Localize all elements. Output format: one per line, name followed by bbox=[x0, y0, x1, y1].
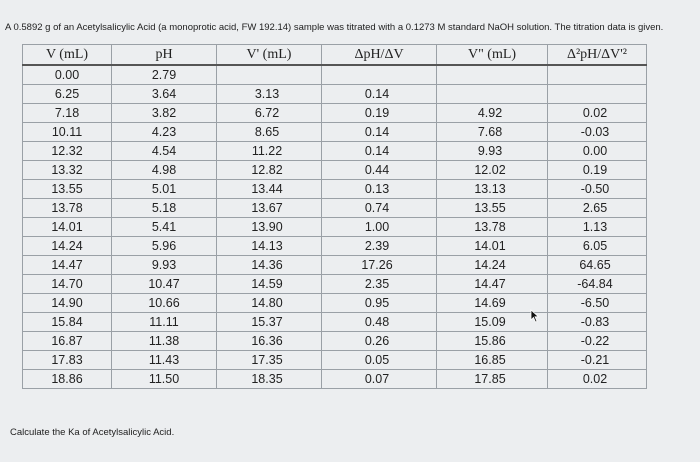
cell-volume-double-prime: 9.93 bbox=[437, 142, 548, 161]
cell-first-derivative: 0.07 bbox=[322, 370, 437, 389]
cell-first-derivative bbox=[322, 65, 437, 85]
table-row bbox=[23, 294, 647, 313]
cell-first-derivative: 0.05 bbox=[322, 351, 437, 370]
cell-second-derivative: -0.83 bbox=[548, 313, 647, 332]
table-row bbox=[23, 142, 647, 161]
cell-ph: 4.23 bbox=[112, 123, 217, 142]
cell-volume: 16.87 bbox=[23, 332, 112, 351]
cell-first-derivative: 0.74 bbox=[322, 199, 437, 218]
cell-second-derivative: -64.84 bbox=[548, 275, 647, 294]
cell-volume: 6.25 bbox=[23, 85, 112, 104]
cell-volume-prime bbox=[217, 65, 322, 85]
cell-volume-prime: 18.35 bbox=[217, 370, 322, 389]
cell-first-derivative: 0.13 bbox=[322, 180, 437, 199]
table-row bbox=[23, 237, 647, 256]
cell-volume-prime: 13.90 bbox=[217, 218, 322, 237]
cell-second-derivative: 6.05 bbox=[548, 237, 647, 256]
cell-ph: 4.98 bbox=[112, 161, 217, 180]
table-row bbox=[23, 313, 647, 332]
cell-volume-prime: 16.36 bbox=[217, 332, 322, 351]
cell-volume-double-prime: 16.85 bbox=[437, 351, 548, 370]
question-text: Calculate the Ka of Acetylsalicylic Acid. bbox=[10, 427, 175, 438]
problem-intro: A 0.5892 g of an Acetylsalicylic Acid (a monoprotic acid, FW 192.14) sample was titrated with a 0.1273 M standard NaOH solution. The titration data is given. bbox=[5, 22, 664, 33]
cell-volume: 18.86 bbox=[23, 370, 112, 389]
cell-volume-double-prime: 4.92 bbox=[437, 104, 548, 123]
cell-volume: 14.47 bbox=[23, 256, 112, 275]
cell-volume: 14.01 bbox=[23, 218, 112, 237]
cell-ph: 2.79 bbox=[112, 65, 217, 85]
cell-first-derivative: 2.39 bbox=[322, 237, 437, 256]
cell-ph: 5.41 bbox=[112, 218, 217, 237]
header-first-derivative: ΔpH/ΔV bbox=[322, 45, 437, 66]
table-row bbox=[23, 332, 647, 351]
table-row bbox=[23, 351, 647, 370]
cell-volume-prime: 13.67 bbox=[217, 199, 322, 218]
header-volume-double-prime: V" (mL) bbox=[437, 45, 548, 66]
cell-ph: 10.66 bbox=[112, 294, 217, 313]
cell-volume-prime: 14.13 bbox=[217, 237, 322, 256]
cell-ph: 5.01 bbox=[112, 180, 217, 199]
cell-volume: 15.84 bbox=[23, 313, 112, 332]
cell-second-derivative: 1.13 bbox=[548, 218, 647, 237]
cell-volume: 14.24 bbox=[23, 237, 112, 256]
cell-first-derivative: 0.14 bbox=[322, 85, 437, 104]
cell-ph: 10.47 bbox=[112, 275, 217, 294]
titration-data-table bbox=[22, 44, 647, 389]
cell-volume-prime: 6.72 bbox=[217, 104, 322, 123]
cell-volume: 14.90 bbox=[23, 294, 112, 313]
cell-ph: 3.82 bbox=[112, 104, 217, 123]
cell-volume: 0.00 bbox=[23, 65, 112, 85]
cell-first-derivative: 0.95 bbox=[322, 294, 437, 313]
table-body bbox=[23, 65, 647, 389]
cell-ph: 3.64 bbox=[112, 85, 217, 104]
cell-second-derivative bbox=[548, 85, 647, 104]
cell-first-derivative: 1.00 bbox=[322, 218, 437, 237]
cell-volume-prime: 17.35 bbox=[217, 351, 322, 370]
cell-second-derivative: -0.50 bbox=[548, 180, 647, 199]
cell-volume-double-prime: 7.68 bbox=[437, 123, 548, 142]
table-row bbox=[23, 256, 647, 275]
cell-volume-prime: 15.37 bbox=[217, 313, 322, 332]
cell-volume-double-prime: 14.69 bbox=[437, 294, 548, 313]
table-row bbox=[23, 199, 647, 218]
header-volume: V (mL) bbox=[23, 45, 112, 66]
cell-volume-double-prime: 13.13 bbox=[437, 180, 548, 199]
cell-first-derivative: 2.35 bbox=[322, 275, 437, 294]
cell-volume-prime: 12.82 bbox=[217, 161, 322, 180]
header-volume-prime: V' (mL) bbox=[217, 45, 322, 66]
cell-volume-double-prime: 15.86 bbox=[437, 332, 548, 351]
cell-volume-double-prime: 12.02 bbox=[437, 161, 548, 180]
cell-second-derivative: -6.50 bbox=[548, 294, 647, 313]
cell-volume-prime: 8.65 bbox=[217, 123, 322, 142]
cell-second-derivative: 0.19 bbox=[548, 161, 647, 180]
cell-volume-prime: 11.22 bbox=[217, 142, 322, 161]
cell-ph: 9.93 bbox=[112, 256, 217, 275]
table-row bbox=[23, 218, 647, 237]
cell-second-derivative: 0.02 bbox=[548, 104, 647, 123]
cell-volume: 12.32 bbox=[23, 142, 112, 161]
cell-ph: 11.11 bbox=[112, 313, 217, 332]
cell-volume-double-prime bbox=[437, 65, 548, 85]
cell-ph: 11.43 bbox=[112, 351, 217, 370]
cell-volume-prime: 13.44 bbox=[217, 180, 322, 199]
cell-volume-double-prime bbox=[437, 85, 548, 104]
cell-volume-double-prime: 13.55 bbox=[437, 199, 548, 218]
mouse-pointer-icon bbox=[530, 309, 540, 323]
table-row bbox=[23, 275, 647, 294]
cell-volume: 17.83 bbox=[23, 351, 112, 370]
cell-ph: 5.96 bbox=[112, 237, 217, 256]
cell-volume-prime: 14.80 bbox=[217, 294, 322, 313]
cell-volume: 13.32 bbox=[23, 161, 112, 180]
header-ph: pH bbox=[112, 45, 217, 66]
cell-second-derivative: 64.65 bbox=[548, 256, 647, 275]
table-row bbox=[23, 123, 647, 142]
cell-volume-double-prime: 14.01 bbox=[437, 237, 548, 256]
cell-first-derivative: 0.14 bbox=[322, 142, 437, 161]
cell-volume-double-prime: 17.85 bbox=[437, 370, 548, 389]
cell-second-derivative: 0.02 bbox=[548, 370, 647, 389]
cell-volume: 13.55 bbox=[23, 180, 112, 199]
cell-first-derivative: 0.14 bbox=[322, 123, 437, 142]
header-second-derivative: Δ²pH/ΔV'² bbox=[548, 45, 647, 66]
table-row bbox=[23, 161, 647, 180]
cell-second-derivative: -0.22 bbox=[548, 332, 647, 351]
cell-first-derivative: 0.19 bbox=[322, 104, 437, 123]
cell-volume-prime: 14.36 bbox=[217, 256, 322, 275]
cell-volume-double-prime: 14.47 bbox=[437, 275, 548, 294]
cell-ph: 11.38 bbox=[112, 332, 217, 351]
cell-volume-double-prime: 13.78 bbox=[437, 218, 548, 237]
cell-volume-prime: 3.13 bbox=[217, 85, 322, 104]
cell-first-derivative: 0.44 bbox=[322, 161, 437, 180]
table-row bbox=[23, 85, 647, 104]
cell-second-derivative: -0.03 bbox=[548, 123, 647, 142]
cell-first-derivative: 0.48 bbox=[322, 313, 437, 332]
cell-volume-double-prime: 14.24 bbox=[437, 256, 548, 275]
table-row bbox=[23, 370, 647, 389]
cell-second-derivative: -0.21 bbox=[548, 351, 647, 370]
cell-ph: 4.54 bbox=[112, 142, 217, 161]
cell-volume-double-prime: 15.09 bbox=[437, 313, 548, 332]
cell-second-derivative: 0.00 bbox=[548, 142, 647, 161]
cell-first-derivative: 17.26 bbox=[322, 256, 437, 275]
cell-ph: 11.50 bbox=[112, 370, 217, 389]
cell-volume: 13.78 bbox=[23, 199, 112, 218]
cell-first-derivative: 0.26 bbox=[322, 332, 437, 351]
table-row bbox=[23, 180, 647, 199]
cell-volume: 10.11 bbox=[23, 123, 112, 142]
cell-second-derivative: 2.65 bbox=[548, 199, 647, 218]
table-header-row bbox=[23, 45, 647, 66]
table-row bbox=[23, 104, 647, 123]
cell-second-derivative bbox=[548, 65, 647, 85]
cell-volume-prime: 14.59 bbox=[217, 275, 322, 294]
cell-volume: 7.18 bbox=[23, 104, 112, 123]
cell-ph: 5.18 bbox=[112, 199, 217, 218]
cell-volume: 14.70 bbox=[23, 275, 112, 294]
table-row bbox=[23, 65, 647, 85]
